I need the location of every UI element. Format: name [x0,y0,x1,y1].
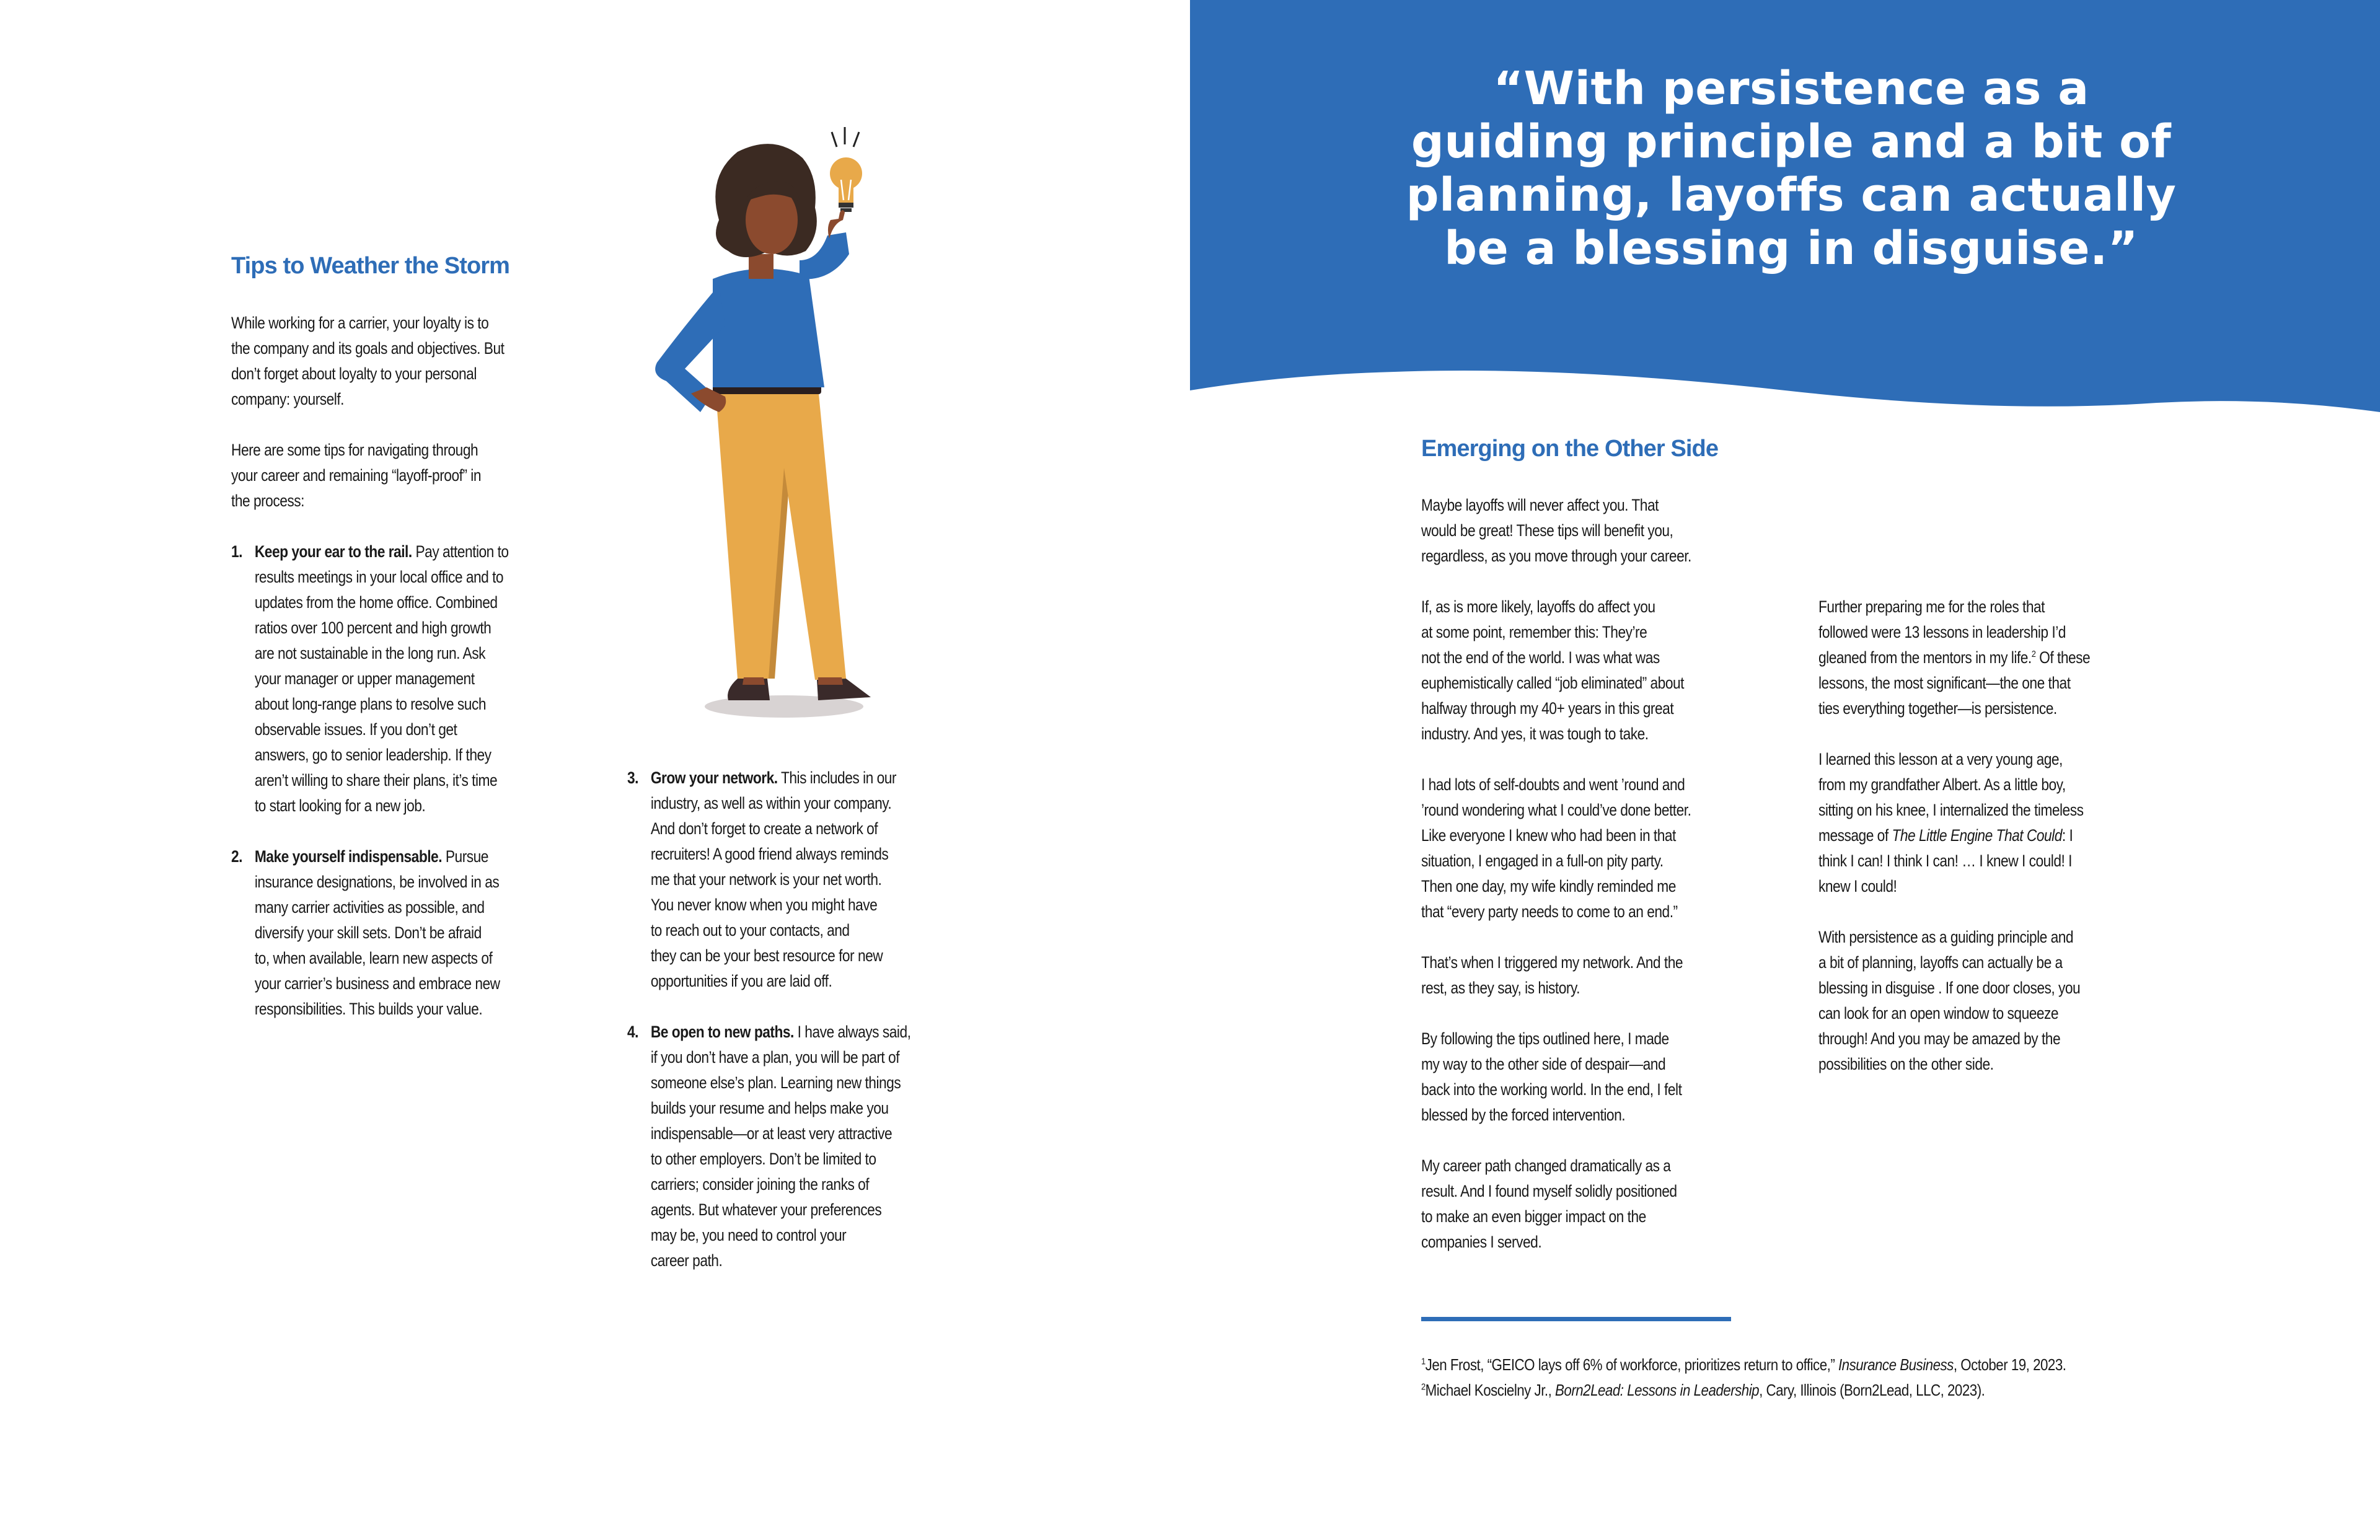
section-heading-emerging: Emerging on the Other Side [1421,436,1719,462]
tips-list-col2 [627,765,926,1274]
paragraph: Further preparing me for the roles that followed were 13 lessons in leadership I’d gleaned from the mentors in my life.$^2$ Of these lessons, the most significant—the one that ties everything together—is persistence. [1818,597,2091,718]
paragraph: If, as is more likely, layoffs do affect you at some point, remember this: They’re not the end of the world. I was what was euphemistically called “job eliminated” about halfway through my 40+ years in this great industry. And yes, it was tough to take. [1421,597,1684,743]
section-heading-tips: Tips to Weather the Storm [231,253,510,279]
tips-intro [231,310,530,514]
paragraph: I learned this lesson at a very young age, from my grandfather Albert. As a little boy, sitting on his knee, I internalized the timeless message of The Little Engine That Could: I think I can! I think I can! … I knew I could! I knew I could! [1818,750,2084,895]
light-ray [832,132,837,147]
tip-item-1: 1. Keep your ear to the rail. Pay attention to results meetings in your local office and to updates from the home office. Combined ratios over 100 percent and high growth are not sustainable in the long run. Ask your manager or upper management about long-range plans to resolve such observable issues. If you don’t get answers, go to senior leadership. If they aren’t willing to share their plans, it’s time to start looking for a new job. [231,542,509,815]
tips-list-col1 [231,539,530,1022]
paragraph: I had lots of self-doubts and went ’round and ’round wondering what I could’ve done better. Like everyone I knew who had been in that situation, I engaged in a full-on pity party. Then one day, my wife kindly reminded me that “every party needs to come to an end.” [1421,775,1691,921]
tip-item-4: 4. Be open to new paths. I have always said, if you don’t have a plan, you will be part of someone else’s plan. Learning new things builds your resume and helps make you indispensable—or at least very attractive to other employers. Don’t be limited to carriers; consider joining the ranks of agents. But whatever your preferences may be, you need to control your career path. [627,1023,911,1270]
article-column-2 [1818,594,2128,1077]
intro-paragraph: While working for a carrier, your loyalty is to the company and its goals and objectives. But don’t forget about loyalty to your personal company: yourself. [231,314,505,408]
footnotes [1421,1352,2066,1403]
footnote-1: $^1$Jen Frost, “GEICO lays off 6% of workforce, prioritizes return to office,” Insurance Business, October 19, 2023. [1421,1355,2066,1374]
light-ray [853,132,859,147]
article-column-1 [1421,493,1730,1255]
tip-item-3: 3. Grow your network. This includes in our industry, as well as within your company. And don’t forget to create a network of recruiters! A good friend always reminds me that your network is your net worth. You never know when you might have to reach out to your contacts, and they can be your best resource for new opportunities if you are laid off. [627,768,896,990]
woman-idea-lightbulb-illustration [632,121,905,725]
lightbulb-icon [830,157,862,212]
paragraph: My career path changed dramatically as a result. And I found myself solidly positioned to make an even bigger impact on the companies I served. [1421,1156,1677,1251]
paragraph: With persistence as a guiding principle and a bit of planning, layoffs can actually be a blessing in disguise . If one door closes, you can look for an open window to squeeze through! And you may be amazed by the possibilities on the other side. [1818,928,2081,1073]
pull-quote: “With persistence as a guiding principle and a bit of planning, layoffs can actually be a blessing in disguise.” [1406,62,2177,275]
footnote-2: $^2$Michael Koscielny Jr., Born2Lead: Lessons in Leadership, Cary, Illinois (Born2Lead, LLC, 2023). [1421,1381,1985,1399]
intro-paragraph: Here are some tips for navigating through your career and remaining “layoff-proof” in the process: [231,441,482,510]
footnote-divider [1421,1317,1731,1321]
paragraph: That’s when I triggered my network. And the rest, as they say, is history. [1421,953,1683,997]
paragraph: By following the tips outlined here, I made my way to the other side of despair—and back into the working world. In the end, I felt blessed by the forced intervention. [1421,1029,1682,1124]
paragraph: Maybe layoffs will never affect you. That would be great! These tips will benefit you, regardless, as you move through your career. [1421,496,1691,565]
tip-item-2: 2. Make yourself indispensable. Pursue insurance designations, be involved in as many carrier activities as possible, and diversify your skill sets. Don’t be afraid to, when available, learn new aspects of your carrier’s business and embrace new responsibilities. This builds your value. [231,847,500,1018]
